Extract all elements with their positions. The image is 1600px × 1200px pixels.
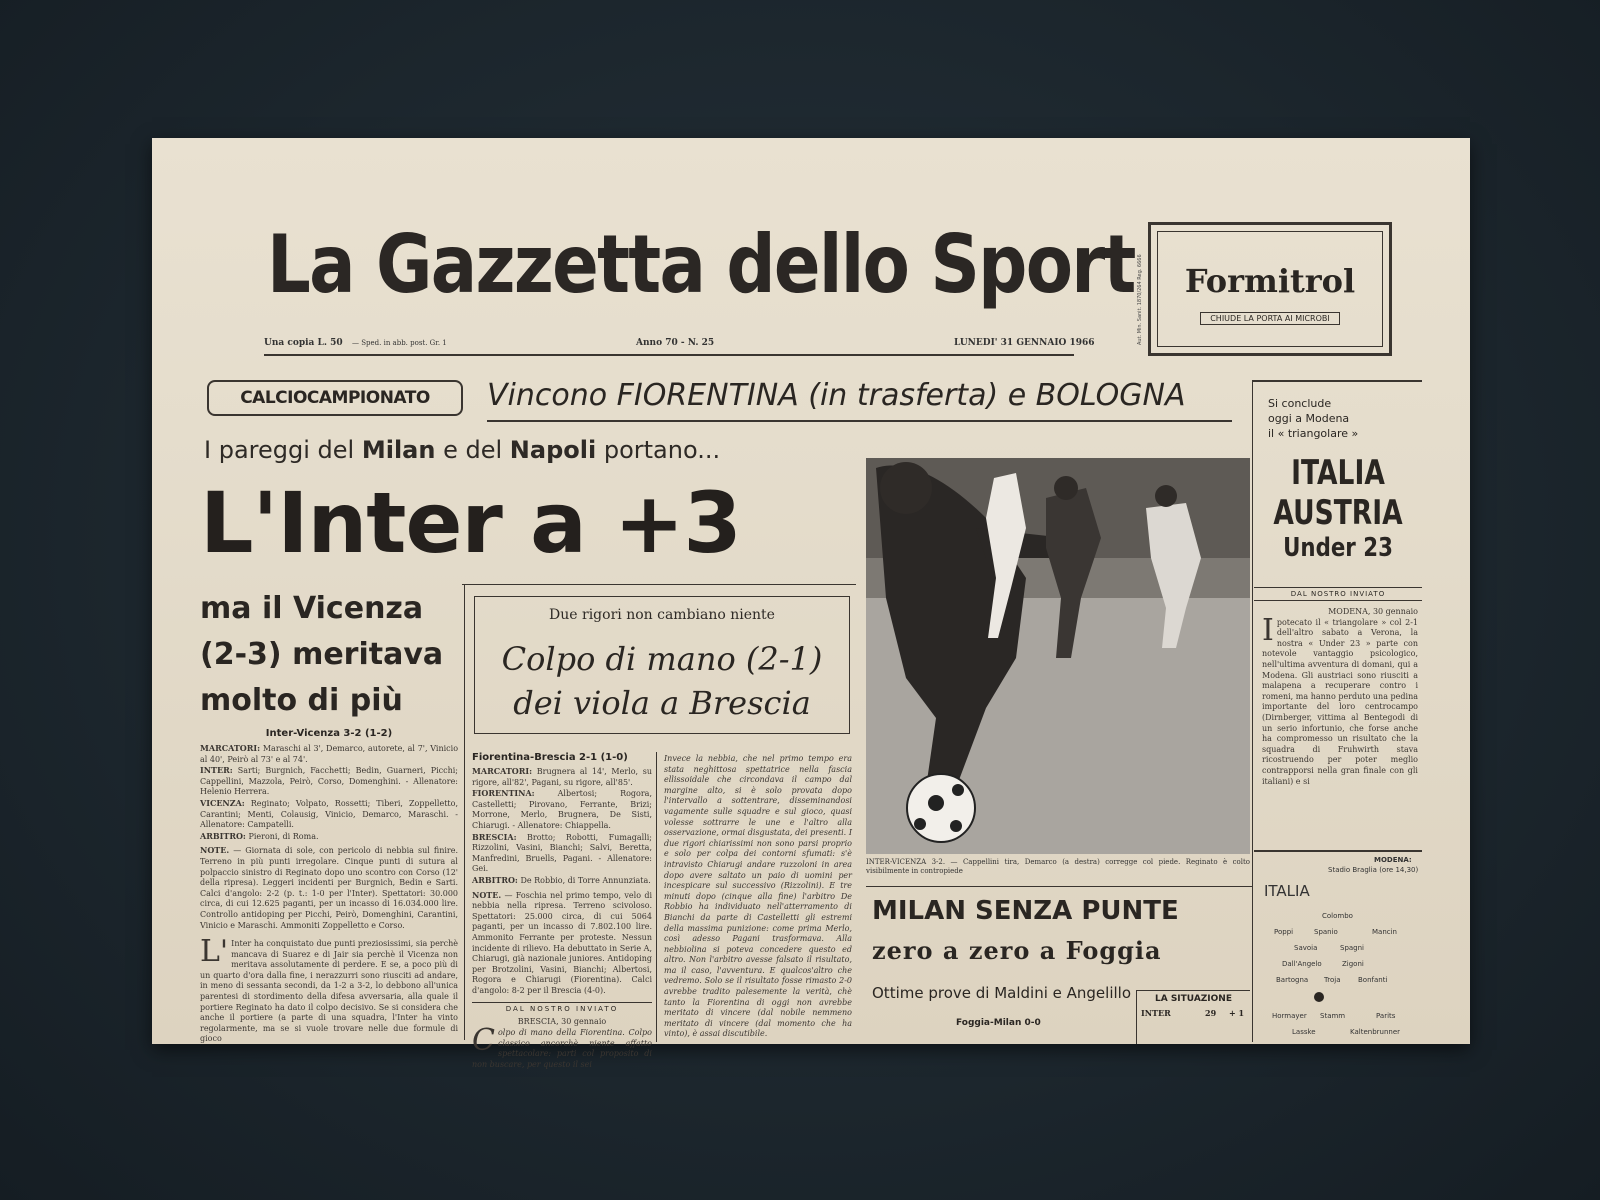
dateline-bar — [264, 338, 1129, 354]
player-name: Parits — [1376, 1012, 1396, 1020]
milan-headline: MILAN SENZA PUNTE — [872, 896, 1179, 926]
formation-team: ITALIA — [1264, 882, 1310, 900]
ad-tagline: CHIUDE LA PORTA AI MICROBI — [1200, 312, 1340, 325]
marcatori: Maraschi al 3', Demarco, autorete, al 7', Vinicio al 40', Peirò al 73' e al 74'. — [200, 744, 459, 764]
headline-line: Under 23 — [1283, 533, 1393, 563]
player-name: Colombo — [1322, 912, 1353, 920]
standings-box — [1136, 990, 1250, 1044]
caption-rule — [866, 886, 1252, 887]
kicker-line: oggi a Modena — [1268, 412, 1350, 425]
referee: De Robbio, di Torre Annunziata. — [520, 875, 651, 885]
subhead-line: molto di più — [200, 683, 403, 718]
body-text: potecato il « triangolare » col 2-1 dell'altro sabato a Verona, la nostra « Under 23 » parte con notevole vantaggio psicologico, nell'ultima avventura di domani, qui a Modena. Gli austriaci sono riusciti a malapena a recuperare contro i romeni, ma hanno perduto una pedina importante del loro centrocampo (Dirnberger, vittima al Bentegodi di un serio infortunio, che forse anche ha compromesso un risultato che la squadra di Fruhwirth stava ricostruendo per poter meglio contrapporsi nella gran finale con gli italiani) e si — [1262, 617, 1418, 786]
photo-illustration — [866, 458, 1250, 854]
kicker-line: il « triangolare » — [1268, 427, 1359, 440]
standings-row — [1137, 1008, 1250, 1020]
right-body — [1254, 612, 1422, 788]
label: VICENZA: — [200, 797, 245, 808]
standings-points: 29 — [1205, 1008, 1217, 1018]
fiorentina-details — [472, 766, 652, 996]
player-name: Troja — [1324, 976, 1341, 984]
label: ARBITRO: — [200, 830, 246, 841]
player-name: Savoia — [1294, 944, 1318, 952]
formitrol-ad — [1137, 222, 1392, 356]
match-notes: — Foschia nel primo tempo, velo di nebbia nella ripresa. Terreno scivoloso. Spettatori: 25.000 circa, di cui 5064 paganti, per un incasso di 7.802.100 lire. Ammonito Ferrante per proteste. Nessun incidente di rilievo. Ha debuttato in Serie A, Chiarugi, già nazionale juniores. Antidoping per Brotzolini, Vasini, Bianchi; Albertosi, Rogora e Chiarugi (Fiorentina). Calci d'angolo: 8-2 per il Brescia (4-0). — [472, 890, 653, 995]
dropcap: L' — [200, 934, 229, 970]
fiorentina-headline-box — [474, 596, 850, 734]
player-name: Dall'Angelo — [1282, 960, 1322, 968]
marcatori: Brugnera al 14', Merlo, su rigore, all'82', Pagani, su rigore, all'85'. — [472, 767, 652, 787]
player-name: Bartogna — [1276, 976, 1309, 984]
headline-line: Colpo di mano (2-1) — [501, 640, 823, 678]
dateline: MODENA, 30 gennaio — [1328, 607, 1418, 616]
section-label: CALCIOCAMPIONATO — [207, 380, 463, 416]
fiorentina-headline — [475, 637, 849, 725]
fiorentina-kicker: Due rigori non cambiano niente — [549, 607, 775, 623]
label: BRESCIA: — [472, 831, 517, 842]
masthead-rule — [264, 354, 1074, 356]
referee: Pieroni, di Roma. — [248, 831, 319, 841]
label: MARCATORI: — [200, 743, 261, 753]
lead-kicker — [204, 436, 854, 472]
ad-inner-frame — [1157, 231, 1383, 347]
kicker-line: Si conclude — [1268, 397, 1332, 410]
fiorentina-lineup: Albertosi; Rogora, Castelletti; Pirovano, Ferrante, Brizi; Morrone, Merlo, Brugnera, De Sisti, Chiarugi. - Allenatore: Chiappella. — [472, 789, 652, 830]
player-name: Spanio — [1314, 928, 1338, 936]
ad-side-text: Aut. Min. Sanit. 1870/264 Reg. 6666 — [1137, 254, 1143, 345]
kicker-text: e del — [443, 436, 503, 464]
label: FIORENTINA: — [472, 788, 535, 799]
match-notes: — Giornata di sole, con pericolo di nebbia sul finire. Terreno in più punti irregolare. Cinque punti di sutura al polpaccio sinistro di Reginato dopo uno scontro con Corso (12' della ripresa). Leggeri incidenti per Burgnich, Bedin e Sarti. Calci d'angolo: 2-2 (p. t.: 1-0 per l'Inter). Spettatori: 30.000 circa, di cui 12.625 paganti, per un incasso di 16.034.000 lire. Controllo antidoping per Picchi, Peirò, Domenghini, Carantini, Vinicio e Maraschi. Ammoniti Zoppelletto e Corso. — [200, 846, 459, 930]
lead-headline: L'Inter a +3 — [200, 474, 741, 572]
player-name: Kaltenbrunner — [1350, 1028, 1401, 1036]
column-divider — [656, 752, 657, 1042]
body-text: olpo di mano della Fiorentina. Colpo classico ancorchè niente affatto spettacolare: parti col proposito di non buscare, per questo il sei — [472, 1028, 652, 1069]
player-name: Bonfanti — [1358, 976, 1388, 984]
right-headline — [1254, 453, 1422, 563]
standings-diff: + 1 — [1229, 1008, 1245, 1018]
body-text: Inter ha conquistato due punti preziosissimi, sia perchè mancava di Suarez e di Jair sia perchè il Vicenza non meritava assolutamente di perdere. E se, a poco più di un quarto d'ora dalla fine, i nerazzurri sono riusciti ad andare, in meno di sessanta secondi, da 1-2 a 3-2, lo debbono all'unica parentesi di stordimento della difesa avversaria, alla quale il portiere Reginato ha dato il colpo decisivo. Se si considera che anche il portiere (a parte di una squadra, l'Inter ha vinto regolarmente, ma se si vuole trovare nelle due formule di gioco — [200, 939, 458, 1044]
newspaper-page — [152, 138, 1470, 1069]
lead-body — [200, 934, 458, 1045]
lead-column-rule — [462, 584, 856, 585]
dropcap: I — [1262, 612, 1274, 648]
issue-date: LUNEDI' 31 GENNAIO 1966 — [954, 338, 1095, 348]
label: NOTE. — [200, 845, 230, 856]
player-name: Stamm — [1320, 1012, 1346, 1020]
match-photo — [866, 458, 1250, 854]
match-title: Fiorentina-Brescia 2-1 (1-0) — [472, 752, 628, 763]
match-title: Inter-Vicenza 3-2 (1-2) — [265, 728, 393, 739]
price: Una copia L. 50 — [264, 338, 343, 348]
headline-line: ITALIA — [1291, 453, 1385, 493]
byline: DAL NOSTRO INVIATO — [472, 1002, 652, 1013]
standings-title: LA SITUAZIONE — [1154, 994, 1232, 1004]
headline-line: dei viola a Brescia — [513, 684, 811, 722]
fiorentina-body-continued: Invece la nebbia, che nel primo tempo era stata neghittosa spettatrice nella fascia ellissoidale che circondava il campo dal margine alto, si è solo provata dopo l'intervallo a sottentrare, disseminandosi vagamente sulle squadre e sul gioco, quasi volesse sottrarre le une e l'altro alla osservazione, ormai disgustata, dei presenti. I due rigori chiarissimi non sono parsi proprio e solo per colpa dei contorni sfumati: s'è intravisto Chiarugi andare ruzzoloni in area dopo avere saltato un paio di uomini per incespicare sul successivo (Rizzolini). E tre minuti dopo (cinque alla fine) l'arbitro De Robbio ha individuato nell'atterramento di Bianchi da parte di Castelletti gli estremi della massima punizione: come prima Merlo, così adesso Pagani trasformava. Alla nebbiolina si poteva concedere questo ed altro. Non l'arbitro avesse falsato il risultato, ma il caso, l'avventura. E qualcos'altro che vedremo. Solo se il risultato fosse rimasto 2-0 avrebbe tradito palesemente la verità, chè tanto la Fiorentina di oggi non avrebbe meritato di vincere (dal nobile nemmeno meritato di vincere (dal momento che ha vinto), è assai discutibile. — [664, 754, 852, 1039]
fiorentina-brescia-box — [472, 752, 652, 1070]
label: MARCATORI: — [472, 766, 533, 776]
milan-subheadline: zero a zero a Foggia — [872, 936, 1162, 965]
column-divider — [464, 584, 465, 1040]
player-name: Spagni — [1340, 944, 1365, 952]
byline: DAL NOSTRO INVIATO — [1254, 587, 1422, 601]
italia-austria-story — [1254, 382, 1422, 787]
inter-lineup: Sarti; Burgnich, Facchetti; Bedin, Guarneri, Picchi; Cappellini, Mazzola, Peirò, Corso, Domenghini. - Allenatore: Helenio Herrera. — [200, 766, 458, 797]
label: NOTE. — [472, 889, 502, 900]
ball-icon — [1314, 992, 1324, 1002]
headline-line: AUSTRIA — [1273, 493, 1403, 533]
label: INTER: — [200, 765, 233, 776]
formation-box — [1254, 850, 1422, 1042]
formation-stadium: Stadio Braglia (ore 14,30) — [1328, 866, 1419, 874]
label: ARBITRO: — [472, 874, 518, 885]
right-kicker — [1268, 396, 1422, 441]
vicenza-lineup: Reginato; Volpato, Rossetti; Tiberi, Zoppelletto, Carantini; Menti, Colausig, Vinicio, Demarco, Maraschi. - Allenatore: Campatelli. — [200, 798, 458, 830]
player-name: Lasske — [1292, 1028, 1316, 1036]
brescia-lineup: Brotto; Robotti, Fumagalli; Rizzolini, Vasini, Bianchi; Salvi, Beretta, Manfredini, Bruells, Pagani. - Allenatore: Gei. — [472, 832, 652, 874]
kicker-team-napoli: Napoli — [509, 436, 597, 464]
ad-brand: Formitrol — [1184, 262, 1356, 300]
subhead-line: (2-3) meritava — [200, 637, 444, 672]
milan-match-title: Foggia-Milan 0-0 — [956, 1018, 1041, 1028]
masthead-title: La Gazzetta dello Sport — [267, 218, 1135, 311]
standings-team: INTER — [1141, 1008, 1171, 1018]
column-divider — [1252, 380, 1253, 1042]
fiorentina-body — [472, 1023, 652, 1070]
kicker-team-milan: Milan — [361, 436, 436, 464]
postal-note: — Sped. in abb. post. Gr. 1 — [352, 339, 447, 347]
formation-venue: MODENA: — [1374, 856, 1412, 864]
milan-deck: Ottime prove di Maldini e Angelillo — [872, 984, 1132, 1002]
inter-vicenza-box — [200, 728, 458, 1045]
subhead-line: ma il Vicenza — [200, 591, 424, 626]
kicker-text: I pareggi del — [204, 436, 355, 464]
dropcap: C — [472, 1023, 495, 1059]
player-name: Mancin — [1372, 928, 1397, 936]
player-name: Poppi — [1274, 928, 1294, 936]
photo-caption: INTER-VICENZA 3-2. — Cappellini tira, Demarco (a destra) corregge col piede. Reginato è colto visibilmente in contropiede — [866, 858, 1250, 875]
inter-vicenza-details — [200, 743, 458, 931]
kicker-text: portano... — [603, 436, 721, 464]
dateline: BRESCIA, 30 gennaio — [517, 1017, 607, 1027]
lead-subhead — [200, 586, 460, 724]
player-name: Zigoni — [1342, 960, 1364, 968]
issue-number: Anno 70 - N. 25 — [636, 338, 715, 348]
top-headline-rule — [487, 420, 1232, 422]
top-headline: Vincono FIORENTINA (in trasferta) e BOLOGNA — [487, 378, 1186, 413]
player-name: Hormayer — [1272, 1012, 1307, 1020]
